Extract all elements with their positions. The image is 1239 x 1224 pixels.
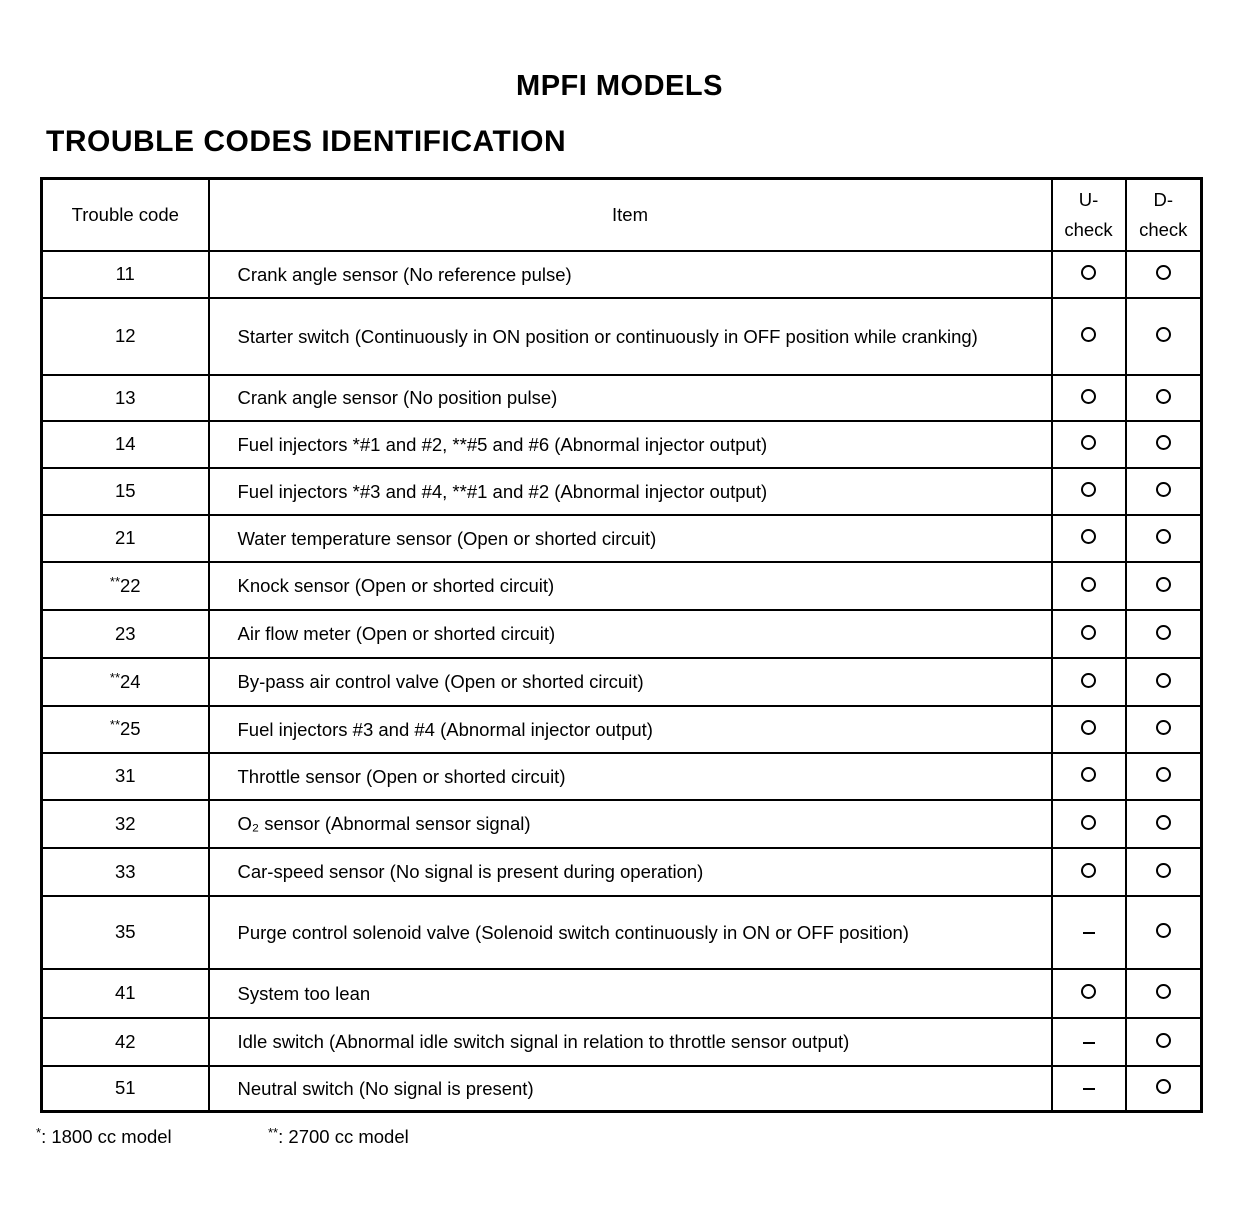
circle-icon — [1156, 265, 1171, 280]
header-d-check-line1: D- — [1153, 188, 1174, 210]
trouble-code: 15 — [114, 480, 136, 501]
item-description: System too lean — [209, 969, 1052, 1018]
trouble-code: 41 — [114, 982, 136, 1003]
u-check-cell — [1052, 298, 1126, 375]
table-row — [42, 1018, 1202, 1066]
table-row — [42, 468, 1202, 515]
d-check-cell — [1126, 969, 1202, 1018]
circle-icon — [1156, 767, 1171, 782]
d-check-cell — [1126, 298, 1202, 375]
item-description: Starter switch (Continuously in ON position or continuously in OFF position while cranking) — [209, 298, 1052, 375]
trouble-code-cell — [42, 375, 209, 421]
circle-icon — [1156, 327, 1171, 342]
trouble-code-cell — [42, 800, 209, 848]
circle-icon — [1081, 435, 1096, 450]
trouble-code-cell — [42, 298, 209, 375]
d-check-cell — [1126, 515, 1202, 562]
u-check-cell — [1052, 421, 1126, 468]
trouble-code-cell — [42, 610, 209, 658]
circle-icon — [1156, 923, 1171, 938]
table-row — [42, 896, 1202, 969]
table-row — [42, 848, 1202, 896]
page-title: MPFI MODELS — [516, 70, 723, 102]
circle-icon — [1156, 625, 1171, 640]
item-description: Fuel injectors #3 and #4 (Abnormal injector output) — [209, 706, 1052, 753]
item-description: Water temperature sensor (Open or shorted circuit) — [209, 515, 1052, 562]
u-check-cell — [1052, 969, 1126, 1018]
circle-icon — [1081, 767, 1096, 782]
circle-icon — [1156, 673, 1171, 688]
circle-icon — [1156, 435, 1171, 450]
model-mark: ** — [109, 573, 121, 589]
item-description: Throttle sensor (Open or shorted circuit) — [209, 753, 1052, 800]
u-check-cell — [1052, 753, 1126, 800]
trouble-code: 31 — [114, 765, 136, 786]
item-description: By-pass air control valve (Open or shorted circuit) — [209, 658, 1052, 706]
table-row — [42, 375, 1202, 421]
circle-icon — [1081, 673, 1096, 688]
circle-icon — [1156, 815, 1171, 830]
trouble-code: 22 — [120, 574, 141, 596]
trouble-code-cell — [42, 515, 209, 562]
item-description: Fuel injectors *#1 and #2, **#5 and #6 (Abnormal injector output) — [209, 421, 1052, 468]
footnote-text: : 2700 cc model — [278, 1126, 409, 1147]
table-row — [42, 562, 1202, 610]
table-row — [42, 969, 1202, 1018]
trouble-code-cell — [42, 969, 209, 1018]
u-check-cell — [1052, 515, 1126, 562]
trouble-code: 23 — [114, 622, 136, 644]
d-check-cell — [1126, 706, 1202, 753]
header-item: Item — [209, 179, 1052, 251]
trouble-code-cell — [42, 251, 209, 298]
d-check-cell — [1126, 421, 1202, 468]
trouble-code: 25 — [120, 718, 141, 739]
u-check-cell — [1052, 800, 1126, 848]
item-description: Fuel injectors *#3 and #4, **#1 and #2 (Abnormal injector output) — [209, 468, 1052, 515]
header-d-check — [1126, 179, 1202, 251]
table-row — [42, 421, 1202, 468]
table-row — [42, 610, 1202, 658]
item-description: Purge control solenoid valve (Solenoid switch continuously in ON or OFF position) — [209, 896, 1052, 969]
d-check-cell — [1126, 251, 1202, 298]
circle-icon — [1081, 265, 1096, 280]
d-check-cell — [1126, 1018, 1202, 1066]
u-check-cell — [1052, 1066, 1126, 1112]
d-check-cell — [1126, 800, 1202, 848]
table-row — [42, 251, 1202, 298]
table-row — [42, 1066, 1202, 1112]
trouble-code-cell — [42, 1066, 209, 1112]
d-check-cell — [1126, 562, 1202, 610]
circle-icon — [1156, 529, 1171, 544]
circle-icon — [1156, 389, 1171, 404]
dash-icon — [1083, 1088, 1095, 1090]
section-heading: TROUBLE CODES IDENTIFICATION — [46, 125, 567, 158]
dash-icon — [1083, 1042, 1095, 1044]
trouble-code: 11 — [115, 263, 135, 284]
circle-icon — [1156, 577, 1171, 592]
footnote-mark: ** — [268, 1125, 279, 1140]
u-check-cell — [1052, 562, 1126, 610]
item-description: Car-speed sensor (No signal is present during operation) — [209, 848, 1052, 896]
d-check-cell — [1126, 658, 1202, 706]
trouble-code-cell — [42, 421, 209, 468]
circle-icon — [1081, 984, 1096, 999]
trouble-code-cell — [42, 658, 209, 706]
trouble-codes-table — [40, 177, 1203, 1113]
trouble-code: 24 — [120, 670, 141, 692]
header-trouble-code: Trouble code — [42, 179, 209, 251]
header-d-check-line2: check — [1139, 218, 1188, 240]
trouble-code: 32 — [114, 812, 136, 834]
d-check-cell — [1126, 753, 1202, 800]
d-check-cell — [1126, 896, 1202, 969]
u-check-cell — [1052, 896, 1126, 969]
dash-icon — [1083, 932, 1095, 934]
footnote-mark: * — [36, 1125, 42, 1140]
item-description: Idle switch (Abnormal idle switch signal in relation to throttle sensor output) — [209, 1018, 1052, 1066]
circle-icon — [1081, 863, 1096, 878]
u-check-cell — [1052, 706, 1126, 753]
trouble-code: 14 — [114, 433, 136, 454]
d-check-cell — [1126, 375, 1202, 421]
trouble-code: 21 — [114, 527, 136, 548]
model-mark: ** — [109, 669, 121, 685]
u-check-cell — [1052, 848, 1126, 896]
circle-icon — [1081, 577, 1096, 592]
circle-icon — [1156, 984, 1171, 999]
u-check-cell — [1052, 658, 1126, 706]
table-row — [42, 800, 1202, 848]
trouble-code-cell — [42, 753, 209, 800]
model-mark: ** — [109, 717, 121, 732]
footnote-text: : 1800 cc model — [41, 1126, 172, 1147]
circle-icon — [1081, 815, 1096, 830]
trouble-code-cell — [42, 1018, 209, 1066]
table-row — [42, 658, 1202, 706]
circle-icon — [1156, 1033, 1171, 1048]
table-row — [42, 753, 1202, 800]
d-check-cell — [1126, 610, 1202, 658]
header-u-check-line1: U- — [1078, 188, 1099, 210]
trouble-code: 33 — [114, 860, 136, 882]
table-row — [42, 706, 1202, 753]
item-description: Crank angle sensor (No reference pulse) — [209, 251, 1052, 298]
trouble-code-cell — [42, 896, 209, 969]
d-check-cell — [1126, 848, 1202, 896]
trouble-code-cell — [42, 468, 209, 515]
circle-icon — [1081, 529, 1096, 544]
table-row — [42, 298, 1202, 375]
trouble-code: 42 — [114, 1030, 136, 1052]
trouble-code-cell — [42, 848, 209, 896]
footnote-1800cc — [36, 1126, 172, 1148]
table-header-row — [42, 179, 1202, 251]
u-check-cell — [1052, 251, 1126, 298]
circle-icon — [1156, 863, 1171, 878]
item-description: Knock sensor (Open or shorted circuit) — [209, 562, 1052, 610]
u-check-cell — [1052, 610, 1126, 658]
circle-icon — [1156, 1079, 1171, 1094]
header-u-check — [1052, 179, 1126, 251]
circle-icon — [1081, 389, 1096, 404]
trouble-code: 51 — [114, 1077, 136, 1099]
circle-icon — [1156, 482, 1171, 497]
d-check-cell — [1126, 468, 1202, 515]
trouble-code: 13 — [114, 386, 136, 408]
item-description: Air flow meter (Open or shorted circuit) — [209, 610, 1052, 658]
header-u-check-line2: check — [1064, 218, 1113, 240]
trouble-code: 12 — [114, 325, 136, 346]
table-row — [42, 515, 1202, 562]
u-check-cell — [1052, 375, 1126, 421]
item-description: Crank angle sensor (No position pulse) — [209, 375, 1052, 421]
circle-icon — [1081, 327, 1096, 342]
circle-icon — [1156, 720, 1171, 735]
u-check-cell — [1052, 468, 1126, 515]
trouble-code-cell — [42, 562, 209, 610]
trouble-code-cell — [42, 706, 209, 753]
u-check-cell — [1052, 1018, 1126, 1066]
footnote-2700cc — [268, 1126, 409, 1148]
item-description: O₂ sensor (Abnormal sensor signal) — [209, 800, 1052, 848]
d-check-cell — [1126, 1066, 1202, 1112]
trouble-code: 35 — [114, 921, 136, 942]
circle-icon — [1081, 625, 1096, 640]
circle-icon — [1081, 482, 1096, 497]
item-description: Neutral switch (No signal is present) — [209, 1066, 1052, 1112]
circle-icon — [1081, 720, 1096, 735]
